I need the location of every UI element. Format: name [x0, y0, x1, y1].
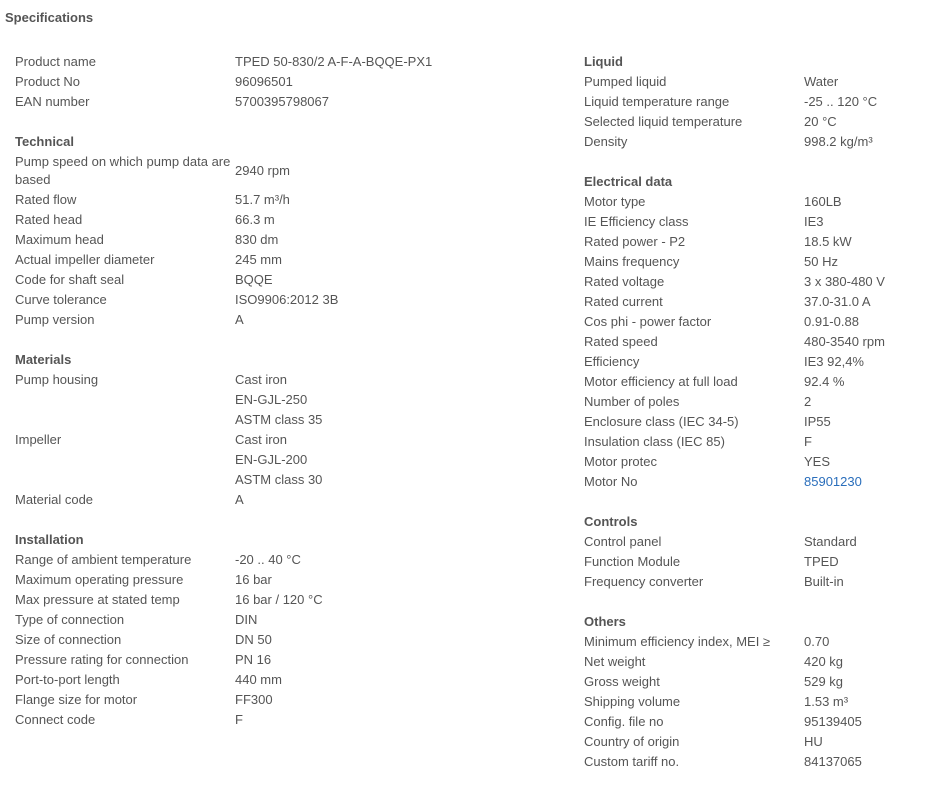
spec-row [584, 632, 924, 652]
spec-value: ASTM class 35 [235, 412, 323, 427]
spec-values [804, 432, 924, 452]
section-general [15, 52, 570, 112]
spec-values [235, 92, 570, 112]
spec-label: Size of connection [15, 632, 122, 647]
spec-label: Motor efficiency at full load [584, 374, 738, 389]
spec-values [804, 132, 924, 152]
spec-label: Motor No [584, 474, 638, 489]
spec-label: Maximum head [15, 232, 104, 247]
spec-label: Cos phi - power factor [584, 314, 712, 329]
spec-value: Cast iron [235, 372, 288, 387]
spec-value: 84137065 [804, 754, 862, 769]
spec-value: 480-3540 rpm [804, 334, 885, 349]
spec-label: Density [584, 134, 628, 149]
spec-values [235, 161, 570, 181]
spec-value: 5700395798067 [235, 94, 329, 109]
right-column [584, 52, 924, 792]
spec-label: Enclosure class (IEC 34-5) [584, 414, 739, 429]
spec-row [584, 392, 924, 412]
spec-label: Motor protec [584, 454, 657, 469]
spec-value: ASTM class 30 [235, 472, 323, 487]
spec-row [584, 552, 924, 572]
spec-row [15, 490, 570, 510]
spec-row [15, 250, 570, 270]
spec-label: Efficiency [584, 354, 640, 369]
spec-value: 51.7 m³/h [235, 192, 290, 207]
spec-values [804, 532, 924, 552]
spec-label: Type of connection [15, 612, 125, 627]
spec-values [235, 630, 570, 650]
spec-label: Connect code [15, 712, 96, 727]
spec-values [235, 430, 570, 490]
section-title: Others [584, 614, 626, 629]
spec-row [584, 532, 924, 552]
spec-row [584, 472, 924, 492]
spec-row [584, 672, 924, 692]
spec-value: 420 kg [804, 654, 844, 669]
spec-label: Curve tolerance [15, 292, 107, 307]
spec-values [235, 72, 570, 92]
spec-label: Selected liquid temperature [584, 114, 743, 129]
spec-values [804, 692, 924, 712]
spec-value: TPED [804, 554, 839, 569]
left-column [15, 52, 570, 750]
spec-values [235, 490, 570, 510]
spec-row [15, 590, 570, 610]
spec-label: IE Efficiency class [584, 214, 689, 229]
spec-values [804, 272, 924, 292]
spec-row [15, 190, 570, 210]
spec-row [584, 752, 924, 772]
spec-label: Custom tariff no. [584, 754, 680, 769]
spec-values [235, 690, 570, 710]
spec-values [804, 392, 924, 412]
spec-row [584, 192, 924, 212]
section-installation [15, 530, 570, 730]
spec-value: 18.5 kW [804, 234, 852, 249]
spec-label: Port-to-port length [15, 672, 120, 687]
spec-label: Maximum operating pressure [15, 572, 184, 587]
motor-no-link[interactable]: 85901230 [804, 474, 862, 489]
spec-row [15, 310, 570, 330]
spec-value: 245 mm [235, 252, 282, 267]
spec-label: Pumped liquid [584, 74, 667, 89]
spec-label: Frequency converter [584, 574, 704, 589]
spec-row [15, 210, 570, 230]
spec-value: EN-GJL-200 [235, 452, 308, 467]
spec-row [584, 572, 924, 592]
section-title: Liquid [584, 54, 623, 69]
spec-row [584, 712, 924, 732]
section-electrical [584, 172, 924, 492]
spec-row [15, 630, 570, 650]
spec-label: Code for shaft seal [15, 272, 125, 287]
spec-values [804, 572, 924, 592]
spec-values [235, 250, 570, 270]
spec-row [15, 570, 570, 590]
section-others [584, 612, 924, 772]
spec-label: Minimum efficiency index, MEI ≥ [584, 634, 771, 649]
section-title: Controls [584, 514, 638, 529]
spec-row [15, 370, 570, 430]
spec-label: Range of ambient temperature [15, 552, 192, 567]
spec-value: 92.4 % [804, 374, 845, 389]
spec-value: -20 .. 40 °C [235, 552, 301, 567]
spec-label: EAN number [15, 94, 90, 109]
spec-value: EN-GJL-250 [235, 392, 308, 407]
spec-values [235, 290, 570, 310]
spec-value: 160LB [804, 194, 842, 209]
spec-value: A [235, 492, 244, 507]
spec-row [584, 332, 924, 352]
spec-value: 16 bar / 120 °C [235, 592, 323, 607]
section-title: Electrical data [584, 174, 673, 189]
section-title: Materials [15, 352, 72, 367]
spec-values [235, 270, 570, 290]
spec-row [15, 710, 570, 730]
spec-value: TPED 50-830/2 A-F-A-BQQE-PX1 [235, 54, 433, 69]
spec-value: 440 mm [235, 672, 282, 687]
spec-value: 37.0-31.0 A [804, 294, 871, 309]
spec-row [15, 690, 570, 710]
spec-row [584, 352, 924, 372]
spec-value: 2 [804, 394, 812, 409]
spec-value: Built-in [804, 574, 844, 589]
section-liquid [584, 52, 924, 152]
spec-row [584, 272, 924, 292]
spec-value: 529 kg [804, 674, 844, 689]
spec-values [235, 570, 570, 590]
spec-label: Actual impeller diameter [15, 252, 155, 267]
spec-values [235, 310, 570, 330]
spec-row [15, 270, 570, 290]
spec-value: 0.91-0.88 [804, 314, 859, 329]
spec-row [15, 230, 570, 250]
spec-value: BQQE [235, 272, 273, 287]
spec-values [804, 452, 924, 472]
spec-label: Function Module [584, 554, 681, 569]
spec-values [804, 232, 924, 252]
spec-value: Water [804, 74, 839, 89]
spec-values [804, 632, 924, 652]
spec-label: Pump version [15, 312, 95, 327]
section-technical [15, 132, 570, 330]
spec-value: F [804, 434, 812, 449]
spec-value: Cast iron [235, 432, 288, 447]
spec-values [804, 552, 924, 572]
spec-row [584, 372, 924, 392]
spec-values [235, 370, 570, 430]
spec-label: Rated flow [15, 192, 77, 207]
spec-label: Product name [15, 54, 96, 69]
spec-value: IP55 [804, 414, 831, 429]
spec-label: Rated head [15, 212, 83, 227]
spec-row [15, 72, 570, 92]
spec-value: Standard [804, 534, 857, 549]
spec-values [804, 752, 924, 772]
spec-value: 66.3 m [235, 212, 275, 227]
spec-values [235, 210, 570, 230]
spec-values [804, 292, 924, 312]
spec-value: 96096501 [235, 74, 293, 89]
spec-label: Shipping volume [584, 694, 681, 709]
spec-value: 20 °C [804, 114, 837, 129]
spec-label: Rated speed [584, 334, 658, 349]
spec-row [15, 430, 570, 490]
spec-value: 95139405 [804, 714, 862, 729]
spec-values [804, 672, 924, 692]
spec-value: 50 Hz [804, 254, 838, 269]
spec-value: IE3 92,4% [804, 354, 864, 369]
spec-label: Pressure rating for connection [15, 652, 189, 667]
spec-values [235, 550, 570, 570]
spec-label: Impeller [15, 432, 62, 447]
spec-row [15, 550, 570, 570]
section-materials [15, 350, 570, 510]
spec-values [235, 710, 570, 730]
spec-values [804, 372, 924, 392]
spec-value: 2940 rpm [235, 163, 290, 178]
spec-value: FF300 [235, 692, 273, 707]
spec-label: Pump housing [15, 372, 99, 387]
spec-value: 0.70 [804, 634, 830, 649]
spec-label: Flange size for motor [15, 692, 138, 707]
spec-values [235, 230, 570, 250]
spec-label: Max pressure at stated temp [15, 592, 180, 607]
spec-values [804, 72, 924, 92]
spec-value: F [235, 712, 243, 727]
spec-row [584, 412, 924, 432]
spec-values [235, 590, 570, 610]
spec-row [584, 132, 924, 152]
spec-row [584, 92, 924, 112]
spec-label: Country of origin [584, 734, 680, 749]
spec-values [235, 610, 570, 630]
spec-row [15, 650, 570, 670]
spec-values [804, 92, 924, 112]
section-title: Installation [15, 532, 84, 547]
spec-label: Net weight [584, 654, 646, 669]
spec-row [584, 692, 924, 712]
spec-value: A [235, 312, 244, 327]
spec-row [584, 312, 924, 332]
spec-value: IE3 [804, 214, 824, 229]
spec-values [804, 112, 924, 132]
spec-label: Insulation class (IEC 85) [584, 434, 725, 449]
spec-values [804, 212, 924, 232]
spec-value: -25 .. 120 °C [804, 94, 878, 109]
spec-label: Motor type [584, 194, 646, 209]
spec-values [804, 712, 924, 732]
section-title: Technical [15, 134, 75, 149]
spec-value: 3 x 380-480 V [804, 274, 885, 289]
spec-label: Material code [15, 492, 94, 507]
spec-label: Rated current [584, 294, 663, 309]
spec-values [235, 670, 570, 690]
section-controls [584, 512, 924, 592]
spec-values [804, 472, 924, 492]
spec-value: HU [804, 734, 823, 749]
spec-value: DN 50 [235, 632, 272, 647]
spec-row [584, 652, 924, 672]
spec-label: Mains frequency [584, 254, 680, 269]
spec-row [15, 92, 570, 112]
spec-value: 830 dm [235, 232, 279, 247]
spec-values [804, 312, 924, 332]
spec-row [584, 732, 924, 752]
page-title: Specifications [5, 10, 94, 25]
spec-label: Rated voltage [584, 274, 665, 289]
spec-label: Config. file no [584, 714, 664, 729]
spec-value: ISO9906:2012 3B [235, 292, 339, 307]
spec-label: Gross weight [584, 674, 660, 689]
spec-row [15, 52, 570, 72]
spec-values [804, 732, 924, 752]
spec-values [804, 252, 924, 272]
spec-value: 1.53 m³ [804, 694, 849, 709]
spec-row [15, 290, 570, 310]
spec-label: Product No [15, 74, 81, 89]
spec-values [235, 52, 570, 72]
spec-row [15, 610, 570, 630]
spec-values [804, 412, 924, 432]
spec-value: 998.2 kg/m³ [804, 134, 873, 149]
spec-row [584, 232, 924, 252]
spec-row [584, 112, 924, 132]
spec-value: DIN [235, 612, 258, 627]
spec-values [804, 332, 924, 352]
spec-value: YES [804, 454, 831, 469]
spec-values [804, 652, 924, 672]
spec-row [584, 72, 924, 92]
spec-value: PN 16 [235, 652, 272, 667]
spec-row [584, 212, 924, 232]
spec-values [235, 650, 570, 670]
spec-label: Liquid temperature range [584, 94, 730, 109]
spec-row [15, 152, 570, 190]
spec-label: Rated power - P2 [584, 234, 686, 249]
spec-label: Pump speed on which pump data are based [15, 154, 231, 187]
spec-label: Control panel [584, 534, 662, 549]
spec-values [804, 352, 924, 372]
spec-row [584, 252, 924, 272]
spec-row [584, 432, 924, 452]
spec-label: Number of poles [584, 394, 680, 409]
spec-row [584, 452, 924, 472]
spec-row [15, 670, 570, 690]
spec-values [235, 190, 570, 210]
spec-values [804, 192, 924, 212]
spec-row [584, 292, 924, 312]
spec-value: 16 bar [235, 572, 272, 587]
